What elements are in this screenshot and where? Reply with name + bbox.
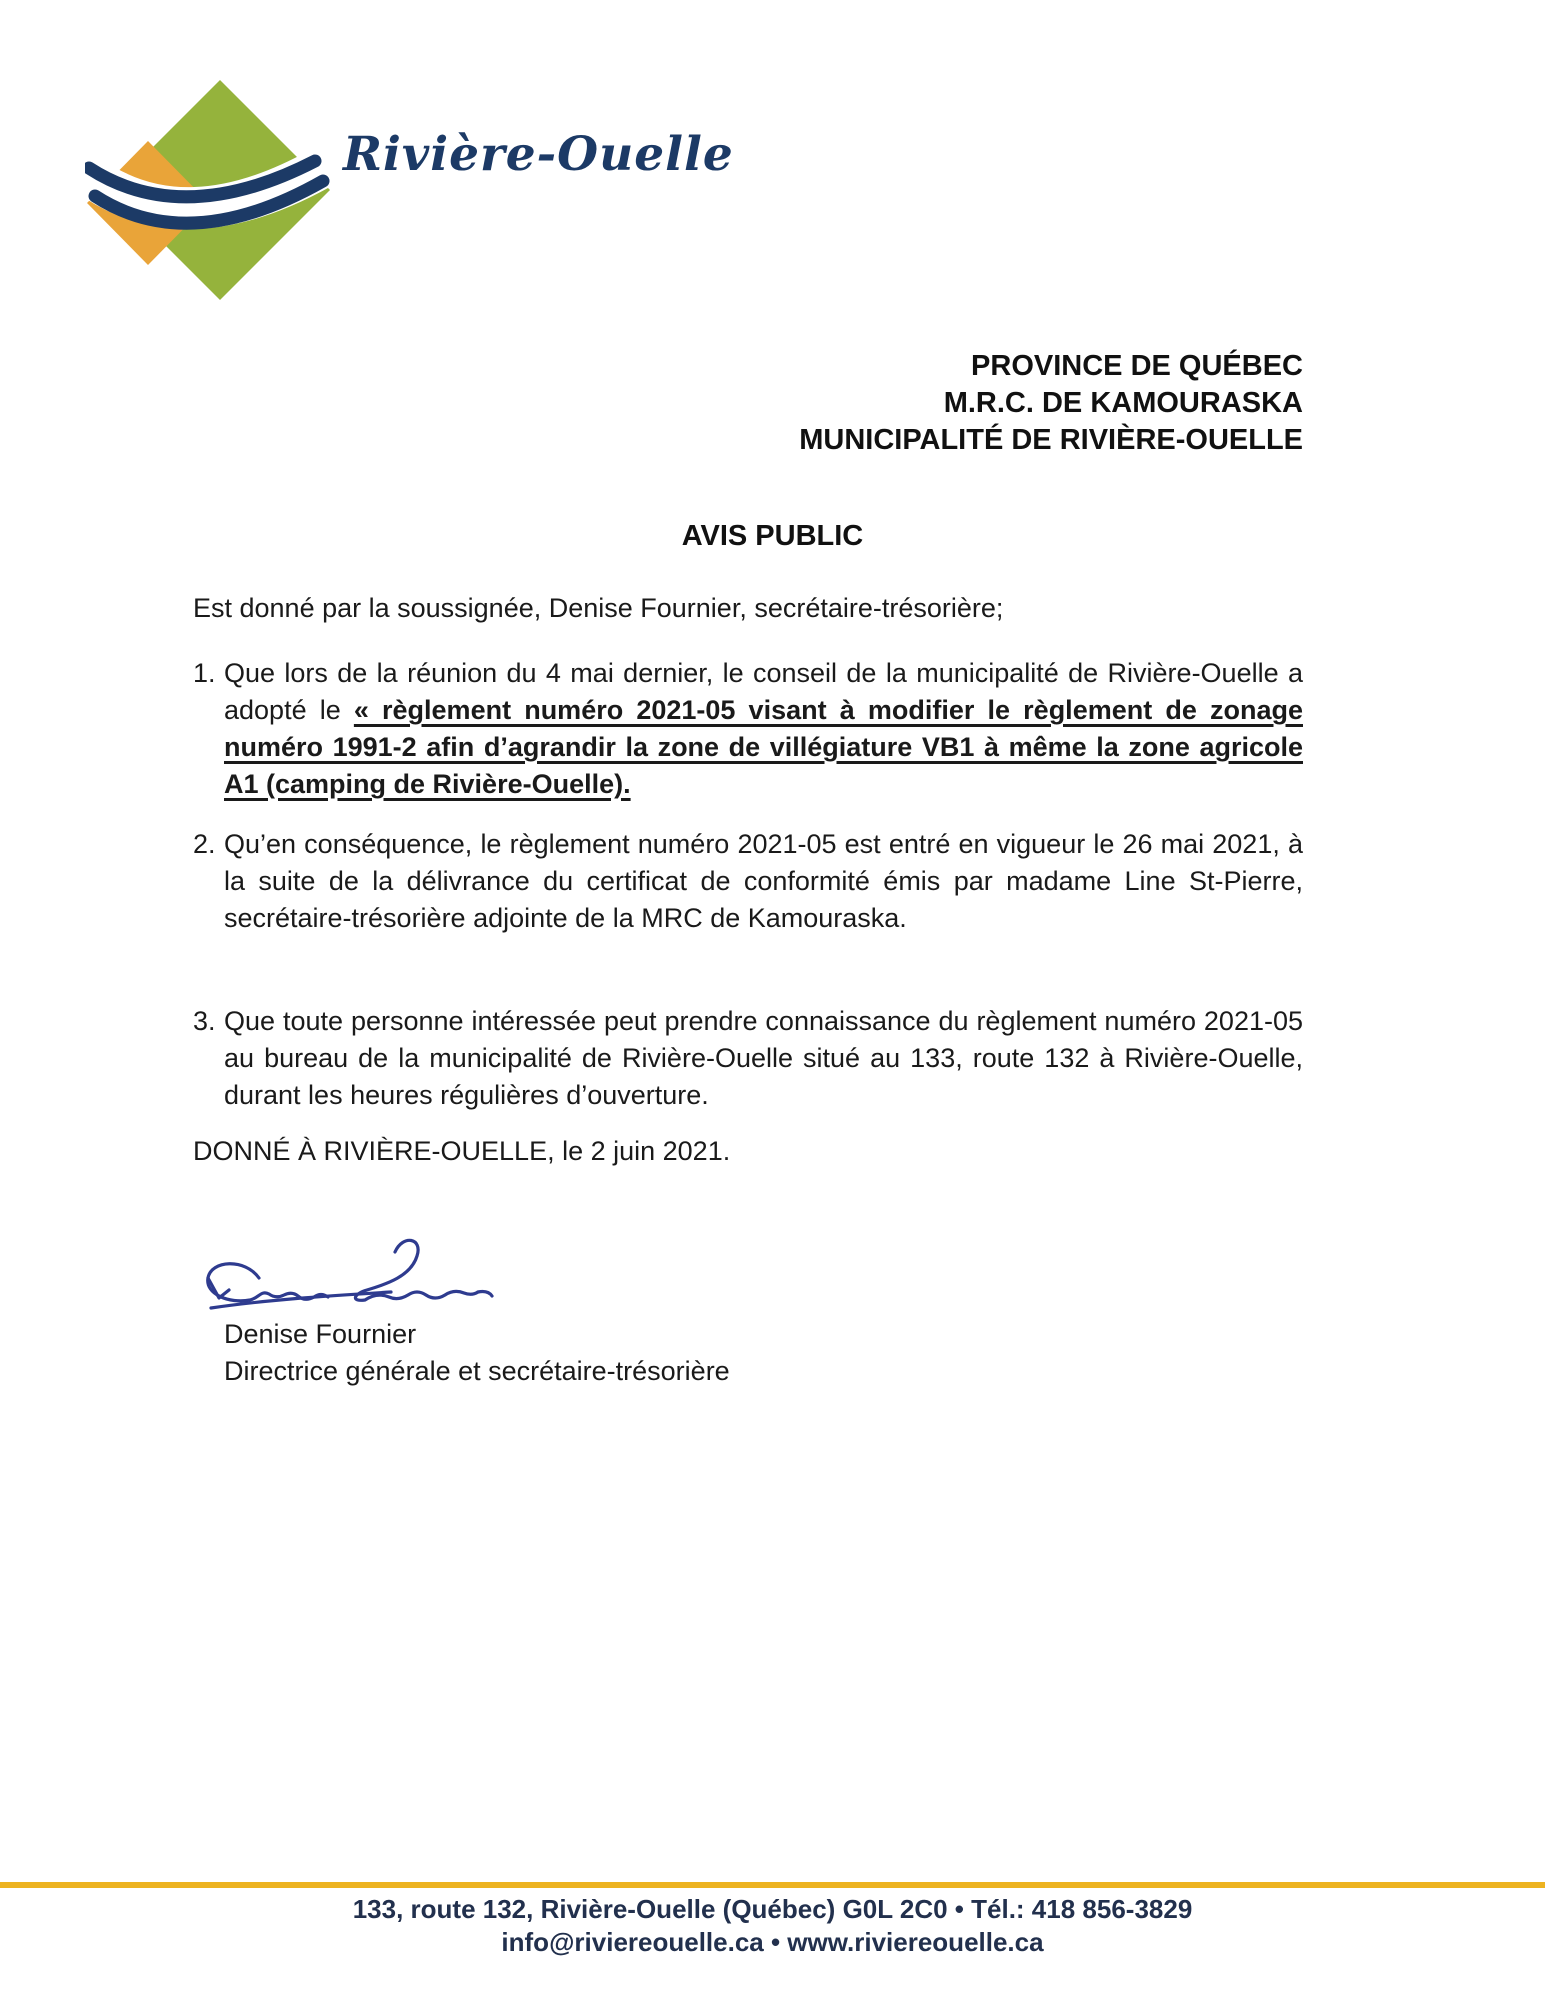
item-1-text xyxy=(224,655,1303,803)
item-3-text: Que toute personne intéressée peut prendre connaissance du règlement numéro 2021-05 au bureau de la municipalité de Rivière-Ouelle situé au 133, route 132 à Rivière-Ouelle, durant les heures régulières d’ouverture. xyxy=(224,1006,1303,1110)
notice-intro: Est donné par la soussignée, Denise Fournier, secrétaire-trésorière; xyxy=(193,593,1004,623)
letterhead-province: PROVINCE DE QUÉBEC xyxy=(971,350,1303,382)
logo-diamonds-river-icon xyxy=(85,65,725,300)
footer-email-website: info@riviereouelle.ca • www.riviereouelle.ca xyxy=(501,1927,1044,1957)
item-1-number: 1. xyxy=(193,658,216,688)
footer-address-phone: 133, route 132, Rivière-Ouelle (Québec) G0L 2C0 • Tél.: 418 856-3829 xyxy=(352,1894,1193,1924)
item-1-text-plain: Que lors de la réunion du 4 mai dernier, le conseil de la municipalité de Rivière-Ouelle a adopté le xyxy=(224,658,1303,725)
notice-item-2 xyxy=(193,826,1303,937)
notice-item-1 xyxy=(193,655,1303,803)
item-3-number: 3. xyxy=(193,1006,216,1036)
notice-item-3 xyxy=(193,1003,1303,1114)
signatory-role: Directrice générale et secrétaire-trésorière xyxy=(224,1356,730,1386)
letterhead-municipality: MUNICIPALITÉ DE RIVIÈRE-OUELLE xyxy=(799,424,1303,456)
signatory-name: Denise Fournier xyxy=(224,1319,417,1349)
municipality-logo xyxy=(85,65,734,300)
letterhead-mrc: M.R.C. DE KAMOURASKA xyxy=(943,387,1303,419)
notice-title: AVIS PUBLIC xyxy=(681,520,864,552)
footer xyxy=(0,1893,1545,1959)
signatory-block xyxy=(224,1316,730,1390)
item-2-text: Qu’en conséquence, le règlement numéro 2021-05 est entré en vigueur le 26 mai 2021, à la suite de la délivrance du certificat de conformité émis par madame Line St-Pierre, secrétaire-trésorière adjointe de la MRC de Kamouraska. xyxy=(224,829,1303,933)
item-1-text-emphasis: « règlement numéro 2021-05 visant à modifier le règlement de zonage numéro 1991-2 afin d’agrandir la zone de villégiature VB1 à même la zone agricole A1 (camping de Rivière-Ouelle). xyxy=(224,695,1303,799)
logo-wordmark: Rivière-Ouelle xyxy=(343,127,734,182)
notice-dateline: DONNÉ À RIVIÈRE-OUELLE, le 2 juin 2021. xyxy=(193,1136,731,1166)
letterhead xyxy=(193,348,1303,459)
footer-accent-bar xyxy=(0,1882,1545,1888)
item-2-number: 2. xyxy=(193,829,216,859)
